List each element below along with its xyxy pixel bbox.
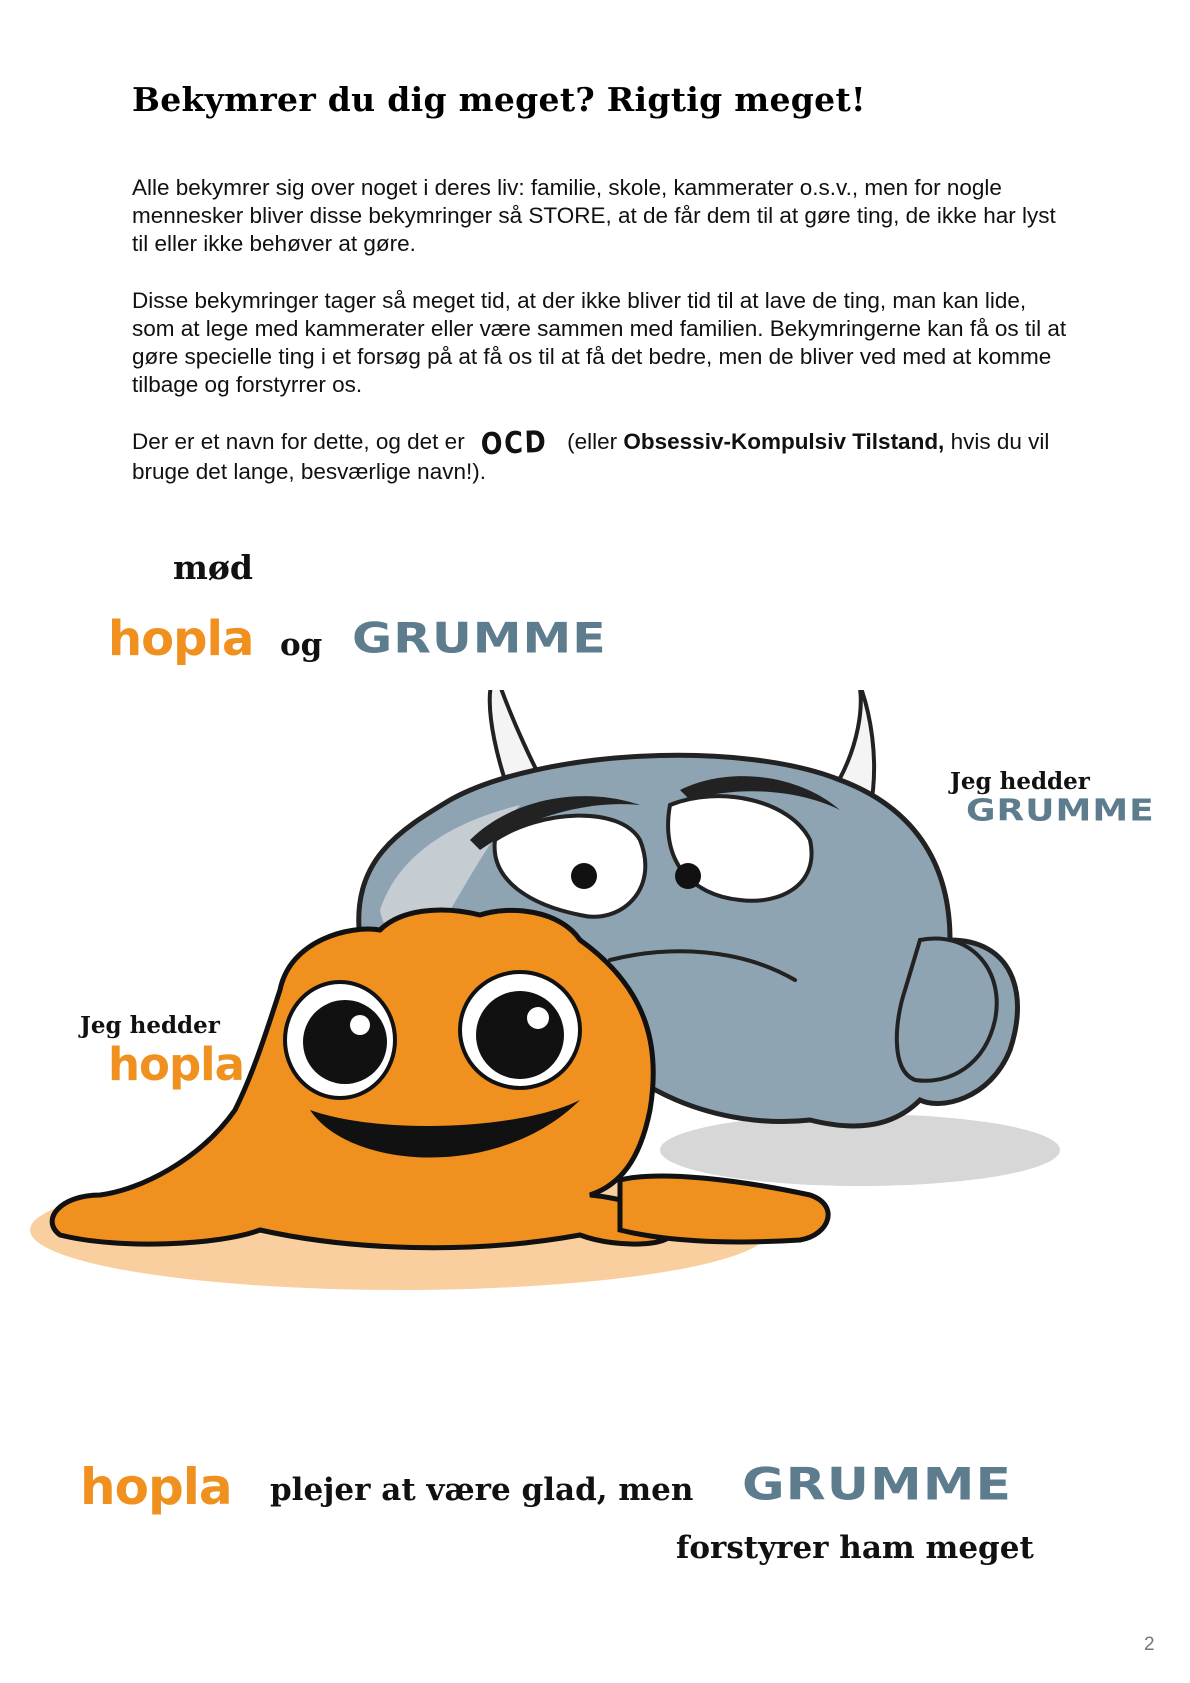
page-number: 2 — [1144, 1634, 1155, 1655]
bottom-grumme-name: GRUMME — [742, 1459, 1012, 1511]
meet-og: og — [280, 627, 323, 663]
paragraph-ocd-tail: hvis du vil bruge det lange, besværlige navn!). — [132, 429, 1050, 484]
paragraph-worries: Disse bekymringer tager så meget tid, at der ikke bliver tid til at lave de ting, man kan lide, som at lege med kammerater eller være sammen med familien. Bekymringerne kan få os til at gøre specielle ting i et forsøg på at få os til at få det bedre, men de bliver ved med at komme tilbage og forstyrrer os. — [132, 288, 1067, 397]
grumme-name-label: Jeg hedder — [950, 768, 1090, 795]
grumme-name: GRUMME — [966, 793, 1155, 828]
meet-hopla-name: hopla — [108, 611, 254, 667]
paragraph-intro: Alle bekymrer sig over noget i deres liv: familie, skole, kammerater o.s.v., men for nogle mennesker bliver disse bekymringer så STORE, at de får dem til at gøre ting, de ikke har lyst til eller ikke behøver at gøre. — [132, 175, 1056, 256]
hopla-name-label: Jeg hedder — [80, 1012, 220, 1039]
meet-grumme-name: GRUMME — [352, 614, 607, 663]
page-heading: Bekymrer du dig meget? Rigtig meget! — [132, 80, 866, 119]
bottom-caption-line1: plejer at være glad, men — [270, 1472, 694, 1508]
hopla-left-eye-shine — [350, 1015, 370, 1035]
bottom-caption-line2: forstyrer ham meget — [676, 1530, 1034, 1566]
grumme-left-pupil — [571, 863, 597, 889]
paragraph-ocd-lead: Der er et navn for dette, og det er — [132, 429, 465, 454]
hopla-right-pupil — [476, 991, 564, 1079]
hopla-name: hopla — [108, 1038, 244, 1091]
hopla-left-pupil — [303, 1000, 387, 1084]
paragraph-ocd — [132, 424, 1072, 486]
hopla-right-foot — [620, 1176, 828, 1242]
ocd-word: OCD — [480, 424, 548, 463]
hopla-right-eye-shine — [527, 1007, 549, 1029]
meet-label: mød — [173, 548, 254, 587]
paragraph-ocd-open: (eller — [567, 429, 624, 454]
grumme-right-pupil — [675, 863, 701, 889]
ocd-full-name: Obsessiv-Kompulsiv Tilstand, — [623, 429, 945, 454]
bottom-hopla-name: hopla — [80, 1458, 232, 1516]
